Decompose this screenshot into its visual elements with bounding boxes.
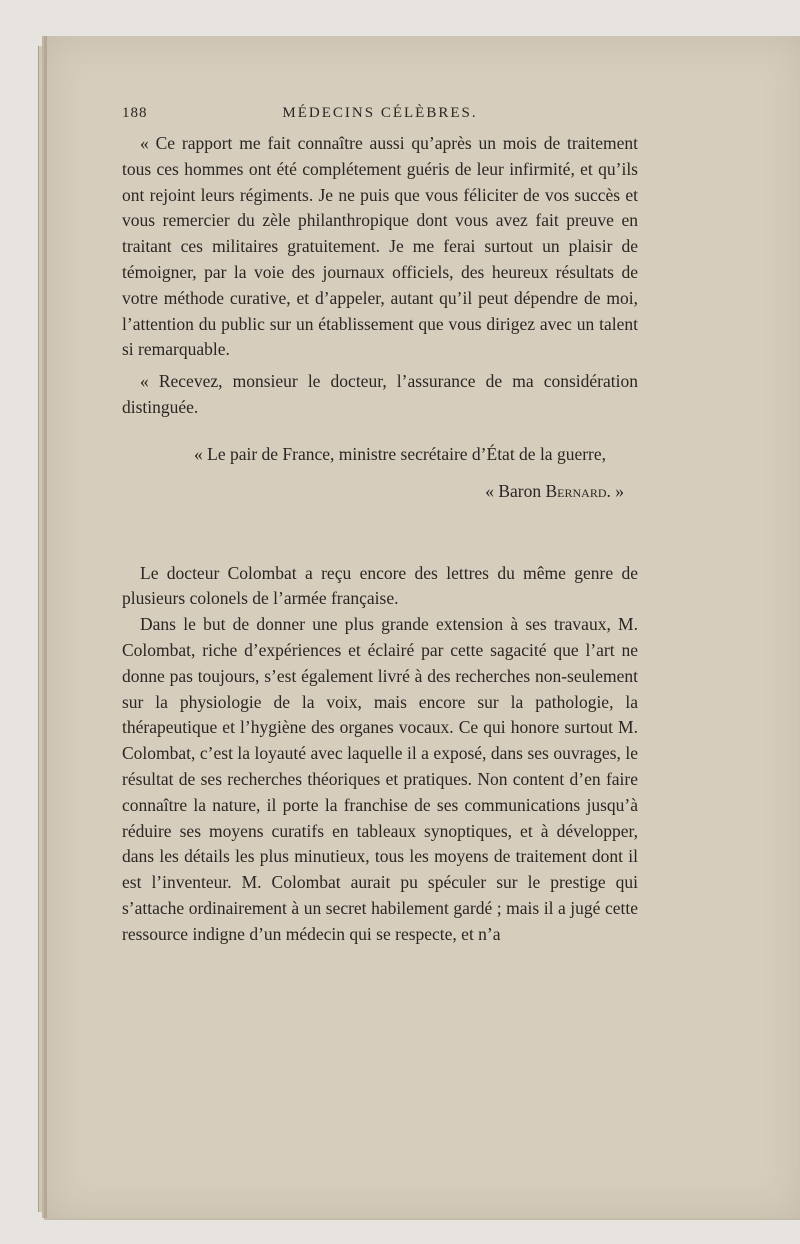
- text-block: [122, 105, 638, 948]
- letter-paragraph-1: « Ce rapport me fait connaître aussi qu’après un mois de traitement tous ces hommes ont été complétement guéris de leur infirmité, et qu’ils ont rejoint leurs régiments. Je ne puis que vous féliciter de vos succès et vous remercier du zèle philanthropique dont vous avez fait preuve en traitant ces militaires gratuitement. Je me ferai surtout un plaisir de témoigner, par la voie des journaux officiels, des heureux résultats de votre méthode curative, et d’appeler, autant qu’il peut dépendre de moi, l’attention du public sur un établissement que vous dirigez avec un talent si remarquable.: [122, 133, 638, 360]
- signature-line: [122, 479, 638, 505]
- signature-prefix: « Baron: [485, 480, 546, 501]
- body-paragraph-1: Le docteur Colombat a reçu encore des lettres du même genre de plusieurs colonels de l’armée française.: [122, 562, 638, 609]
- running-title: MÉDECINS CÉLÈBRES.: [282, 105, 478, 121]
- signature-name: Bernard: [545, 480, 607, 501]
- running-head: [122, 105, 638, 131]
- signature-role: « Le pair de France, ministre secrétaire d’État de la guerre,: [194, 443, 607, 464]
- page-number: 188: [122, 105, 148, 121]
- signature-suffix: . »: [606, 480, 624, 501]
- letter-paragraph-2: « Recevez, monsieur le docteur, l’assurance de ma considération distinguée.: [122, 371, 638, 417]
- body-paragraph-2: Dans le but de donner une plus grande extension à ses travaux, M. Colombat, riche d’expériences et éclairé par cette sagacité que l’art ne donne pas toujours, s’est également livré à des recherches non-seulement sur la physiologie de la voix, mais encore sur la pathologie, la thérapeutique et l’hygiène des organes vocaux. Ce qui honore surtout M. Colombat, c’est la loyauté avec laquelle il a exposé, dans ses ouvrages, le résultat de ses recherches théoriques et pratiques. Non content d’en faire connaître la nature, il porte la franchise de ses communications jusqu’à réduire ses moyens curatifs en tableaux synoptiques, et à développer, dans les détails les plus minutieux, tous les moyens de traitement dont il est l’inventeur. M. Colombat aurait pu spéculer sur le prestige qui s’attache ordinairement à un secret habilement gardé ; mais il a jugé cette ressource indigne d’un médecin qui se respecte, et n’a: [122, 614, 638, 944]
